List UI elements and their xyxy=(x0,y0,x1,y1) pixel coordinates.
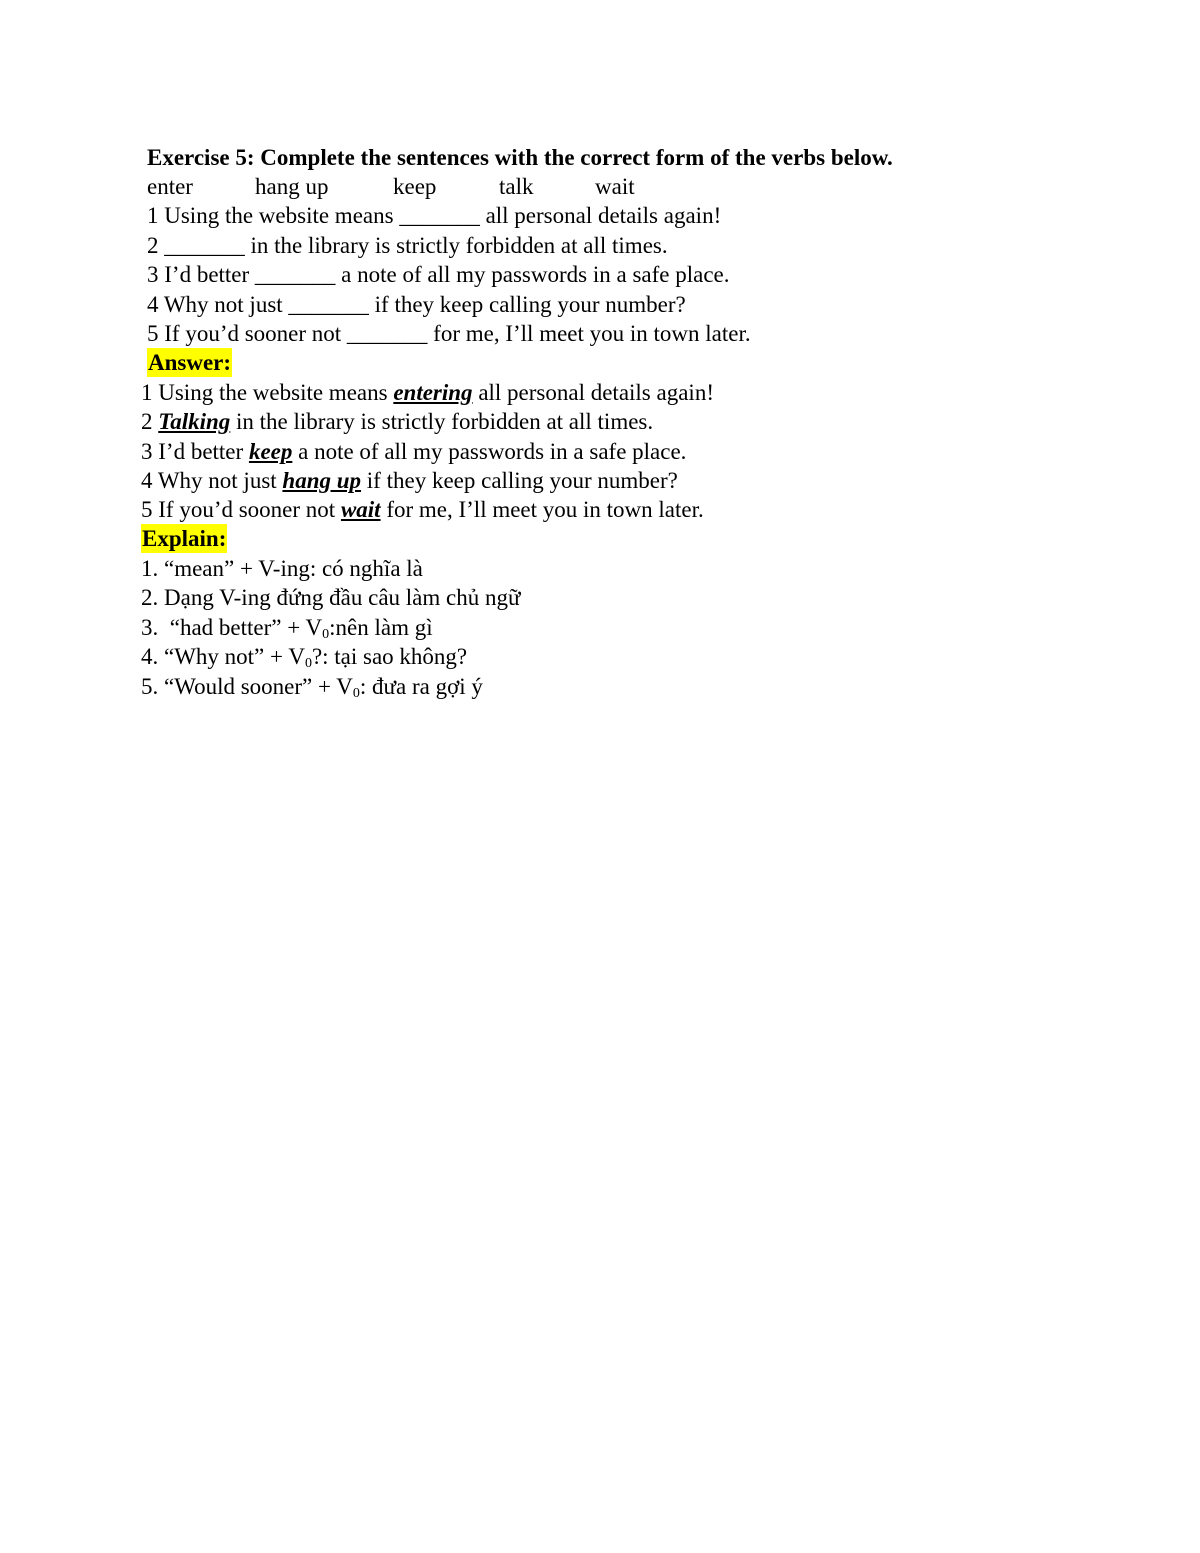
word-bank-item: wait xyxy=(595,174,635,199)
explain-text: 3. “had better” + V xyxy=(141,615,323,640)
answer-text-after: if they keep calling your number? xyxy=(361,468,678,493)
explain-text: 1. “mean” + V-ing: có nghĩa là xyxy=(141,556,423,581)
word-bank-item: hang up xyxy=(255,174,329,199)
question-2: 2 _______ in the library is strictly forbidden at all times. xyxy=(147,233,668,258)
answer-4 xyxy=(141,466,678,495)
word-bank-item: keep xyxy=(393,174,437,199)
explain-heading: Explain: xyxy=(142,526,227,551)
answer-text-after: in the library is strictly forbidden at all times. xyxy=(230,409,654,434)
word-bank-item: enter xyxy=(147,174,193,199)
answer-text-before: 4 Why not just xyxy=(141,468,283,493)
answer-word: wait xyxy=(340,497,381,522)
answer-text-after: all personal details again! xyxy=(472,380,714,405)
word-bank-item: talk xyxy=(499,174,534,199)
question-1: 1 Using the website means _______ all personal details again! xyxy=(147,203,722,228)
explain-text: 4. “Why not” + V xyxy=(141,644,305,669)
explain-text-after: :nên làm gì xyxy=(329,615,433,640)
answer-heading: Answer: xyxy=(148,350,232,375)
explain-text: 2. Dạng V-ing đứng đầu câu làm chủ ngữ xyxy=(141,585,521,610)
subscript-zero: 0 xyxy=(352,686,360,701)
answer-1 xyxy=(141,378,714,407)
explain-4 xyxy=(141,642,467,671)
explain-2 xyxy=(141,583,520,612)
answer-word: hang up xyxy=(282,468,362,493)
answer-text-before: 2 xyxy=(141,409,159,434)
explain-5 xyxy=(141,672,483,701)
explain-text: 5. “Would sooner” + V xyxy=(141,674,353,699)
explain-text-after: : đưa ra gợi ý xyxy=(359,674,483,699)
subscript-zero: 0 xyxy=(304,656,312,671)
answer-word: Talking xyxy=(158,409,231,434)
answer-2 xyxy=(141,407,653,436)
explain-1 xyxy=(141,554,423,583)
answer-text-after: for me, I’ll meet you in town later. xyxy=(380,497,704,522)
question-4: 4 Why not just _______ if they keep calling your number? xyxy=(147,292,686,317)
question-5: 5 If you’d sooner not _______ for me, I’ll meet you in town later. xyxy=(147,321,751,346)
answer-word: keep xyxy=(248,439,293,464)
exercise-title: Exercise 5: Complete the sentences with the correct form of the verbs below. xyxy=(147,145,893,170)
answer-word: entering xyxy=(393,380,473,405)
answer-text-before: 1 Using the website means xyxy=(141,380,394,405)
explain-3 xyxy=(141,613,433,642)
explain-text-after: ?: tại sao không? xyxy=(311,644,468,669)
question-3: 3 I’d better _______ a note of all my passwords in a safe place. xyxy=(147,262,730,287)
answer-5 xyxy=(141,495,704,524)
answer-text-after: a note of all my passwords in a safe place. xyxy=(292,439,687,464)
answer-3 xyxy=(141,437,686,466)
answer-text-before: 3 I’d better xyxy=(141,439,249,464)
subscript-zero: 0 xyxy=(322,627,330,642)
answer-text-before: 5 If you’d sooner not xyxy=(141,497,341,522)
